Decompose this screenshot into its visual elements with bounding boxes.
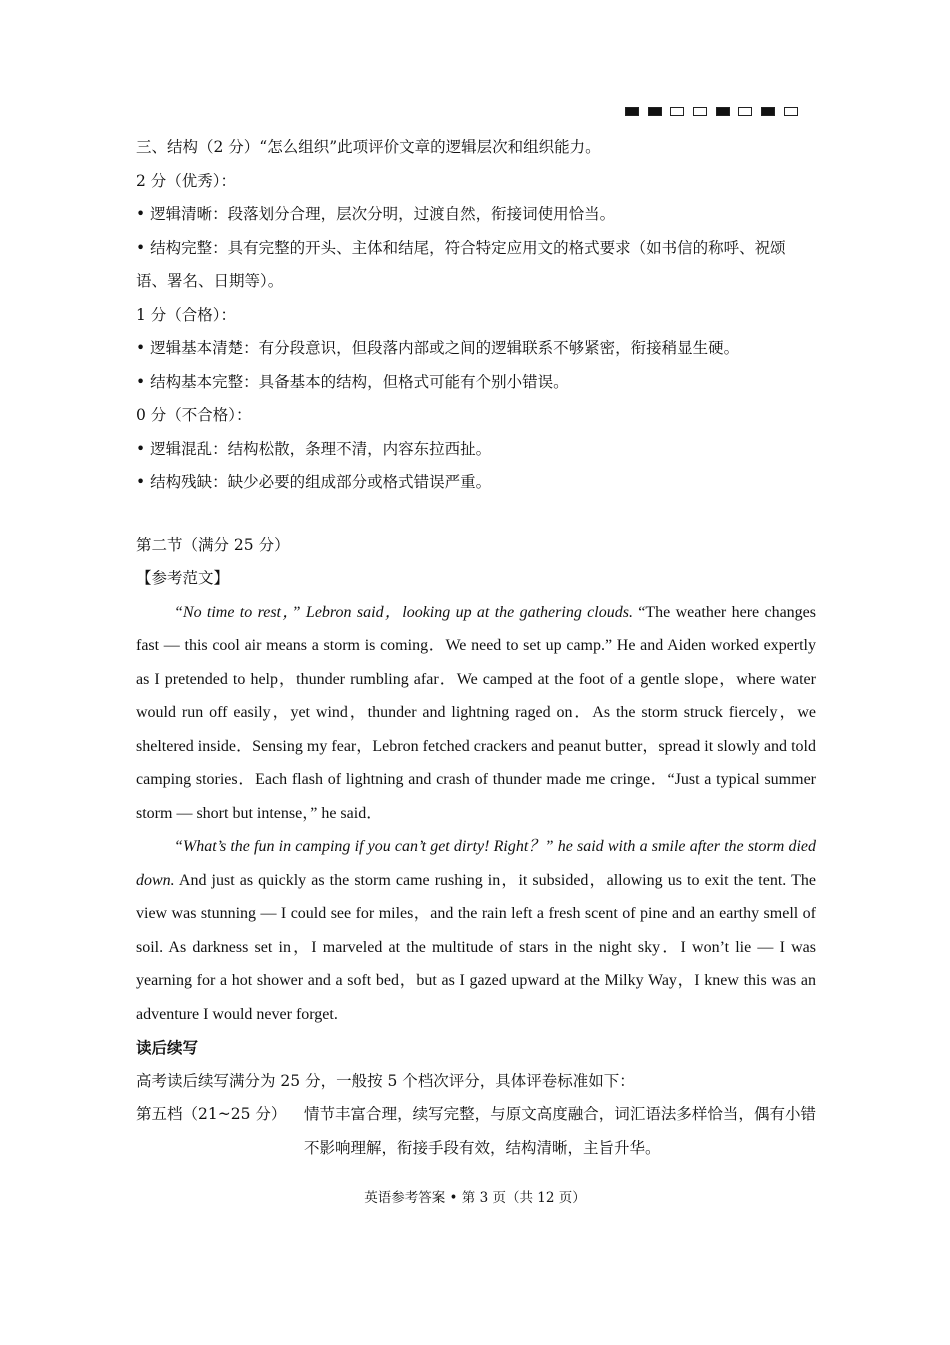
- section-2-title: 第二节（满分 25 分）: [136, 535, 290, 554]
- score-0-item: • 结构残缺：缺少必要的组成部分或格式错误严重。: [136, 466, 816, 500]
- empty-square-mark: [738, 107, 752, 116]
- score-2-item: • 逻辑清晰：段落划分合理，层次分明，过渡自然，衔接词使用恰当。: [136, 198, 816, 232]
- sample-essay-label: 【参考范文】: [136, 569, 230, 587]
- filled-square-mark: [648, 107, 662, 116]
- essay-p2-italic: “What’s the fun in camping if you can’t get dirty! Right？” he said with a smile after the storm died down.: [136, 838, 816, 889]
- score-2-item: • 结构完整：具有完整的开头、主体和结尾，符合特定应用文的格式要求（如书信的称呼、祝颂语、署名、日期等）。: [136, 232, 816, 299]
- grade-5-row: [136, 1098, 816, 1165]
- score-0-heading: 0 分（不合格）：: [136, 406, 252, 424]
- score-1-item: • 逻辑基本清楚：有分段意识，但段落内部或之间的逻辑联系不够紧密，衔接稍显生硬。: [136, 332, 816, 366]
- sample-essay: [136, 596, 816, 1032]
- page-footer: 英语参考答案 • 第 3 页（共 12 页）: [364, 1190, 586, 1206]
- grade-5-label: 第五档（21~25 分）: [136, 1105, 287, 1123]
- score-1-item: • 结构基本完整：具备基本的结构，但格式可能有个别小错误。: [136, 366, 816, 400]
- header-page-marks: [625, 107, 798, 116]
- grade-5-description: 情节丰富合理，续写完整，与原文高度融合，词汇语法多样恰当，偶有小错不影响理解，衔接手段有效，结构清晰，主旨升华。: [304, 1105, 816, 1157]
- empty-square-mark: [784, 107, 798, 116]
- essay-p2-text: And just as quickly as the storm came rushing in，it subsided，allowing us to exit the tent. The view was stunning — I could see for miles，and the rain left a fresh scent of pine and an earthy smell of soil. As darkness set in，I marveled at the multitude of stars in the night sky．I won’t lie — I was yearning for a hot shower and a soft bed，but as I gazed upward at the Milky Way，I knew this was an adventure I would never forget.: [136, 871, 816, 1023]
- essay-paragraph-1: [136, 596, 816, 831]
- filled-square-mark: [761, 107, 775, 116]
- filled-square-mark: [716, 107, 730, 116]
- essay-p1-italic: “No time to rest，” Lebron said，looking up at the gathering clouds.: [174, 603, 633, 621]
- empty-square-mark: [670, 107, 684, 116]
- score-0-item: • 逻辑混乱：结构松散，条理不清，内容东拉西扯。: [136, 433, 816, 467]
- score-2-heading: 2 分（优秀）：: [136, 171, 237, 190]
- continuation-title: 读后续写: [136, 1038, 199, 1057]
- filled-square-mark: [625, 107, 639, 116]
- continuation-intro: 高考读后续写满分为 25 分，一般按 5 个档次评分，具体评卷标准如下：: [136, 1071, 635, 1090]
- page-content: [136, 131, 816, 1165]
- score-1-heading: 1 分（合格）：: [136, 305, 237, 324]
- essay-p1-text: “The weather here changes fast — this cool air means a storm is coming．We need to set up camp.” He and Aiden worked expertly as I pretended to help，thunder rumbling afar．We camped at the foot of a gentle slope，where water would run off easily，yet wind，thunder and lightning raged on．As the storm struck fiercely，we sheltered inside．Sensing my fear，Lebron fetched crackers and peanut butter，spread it slowly and told camping stories．Each flash of lightning and crash of thunder made me cringe．“Just a typical summer storm — short but intense，” he said．: [136, 603, 816, 822]
- structure-heading: 三、结构（2 分）“怎么组织”此项评价文章的逻辑层次和组织能力。: [136, 138, 601, 156]
- essay-paragraph-2: [136, 830, 816, 1031]
- empty-square-mark: [693, 107, 707, 116]
